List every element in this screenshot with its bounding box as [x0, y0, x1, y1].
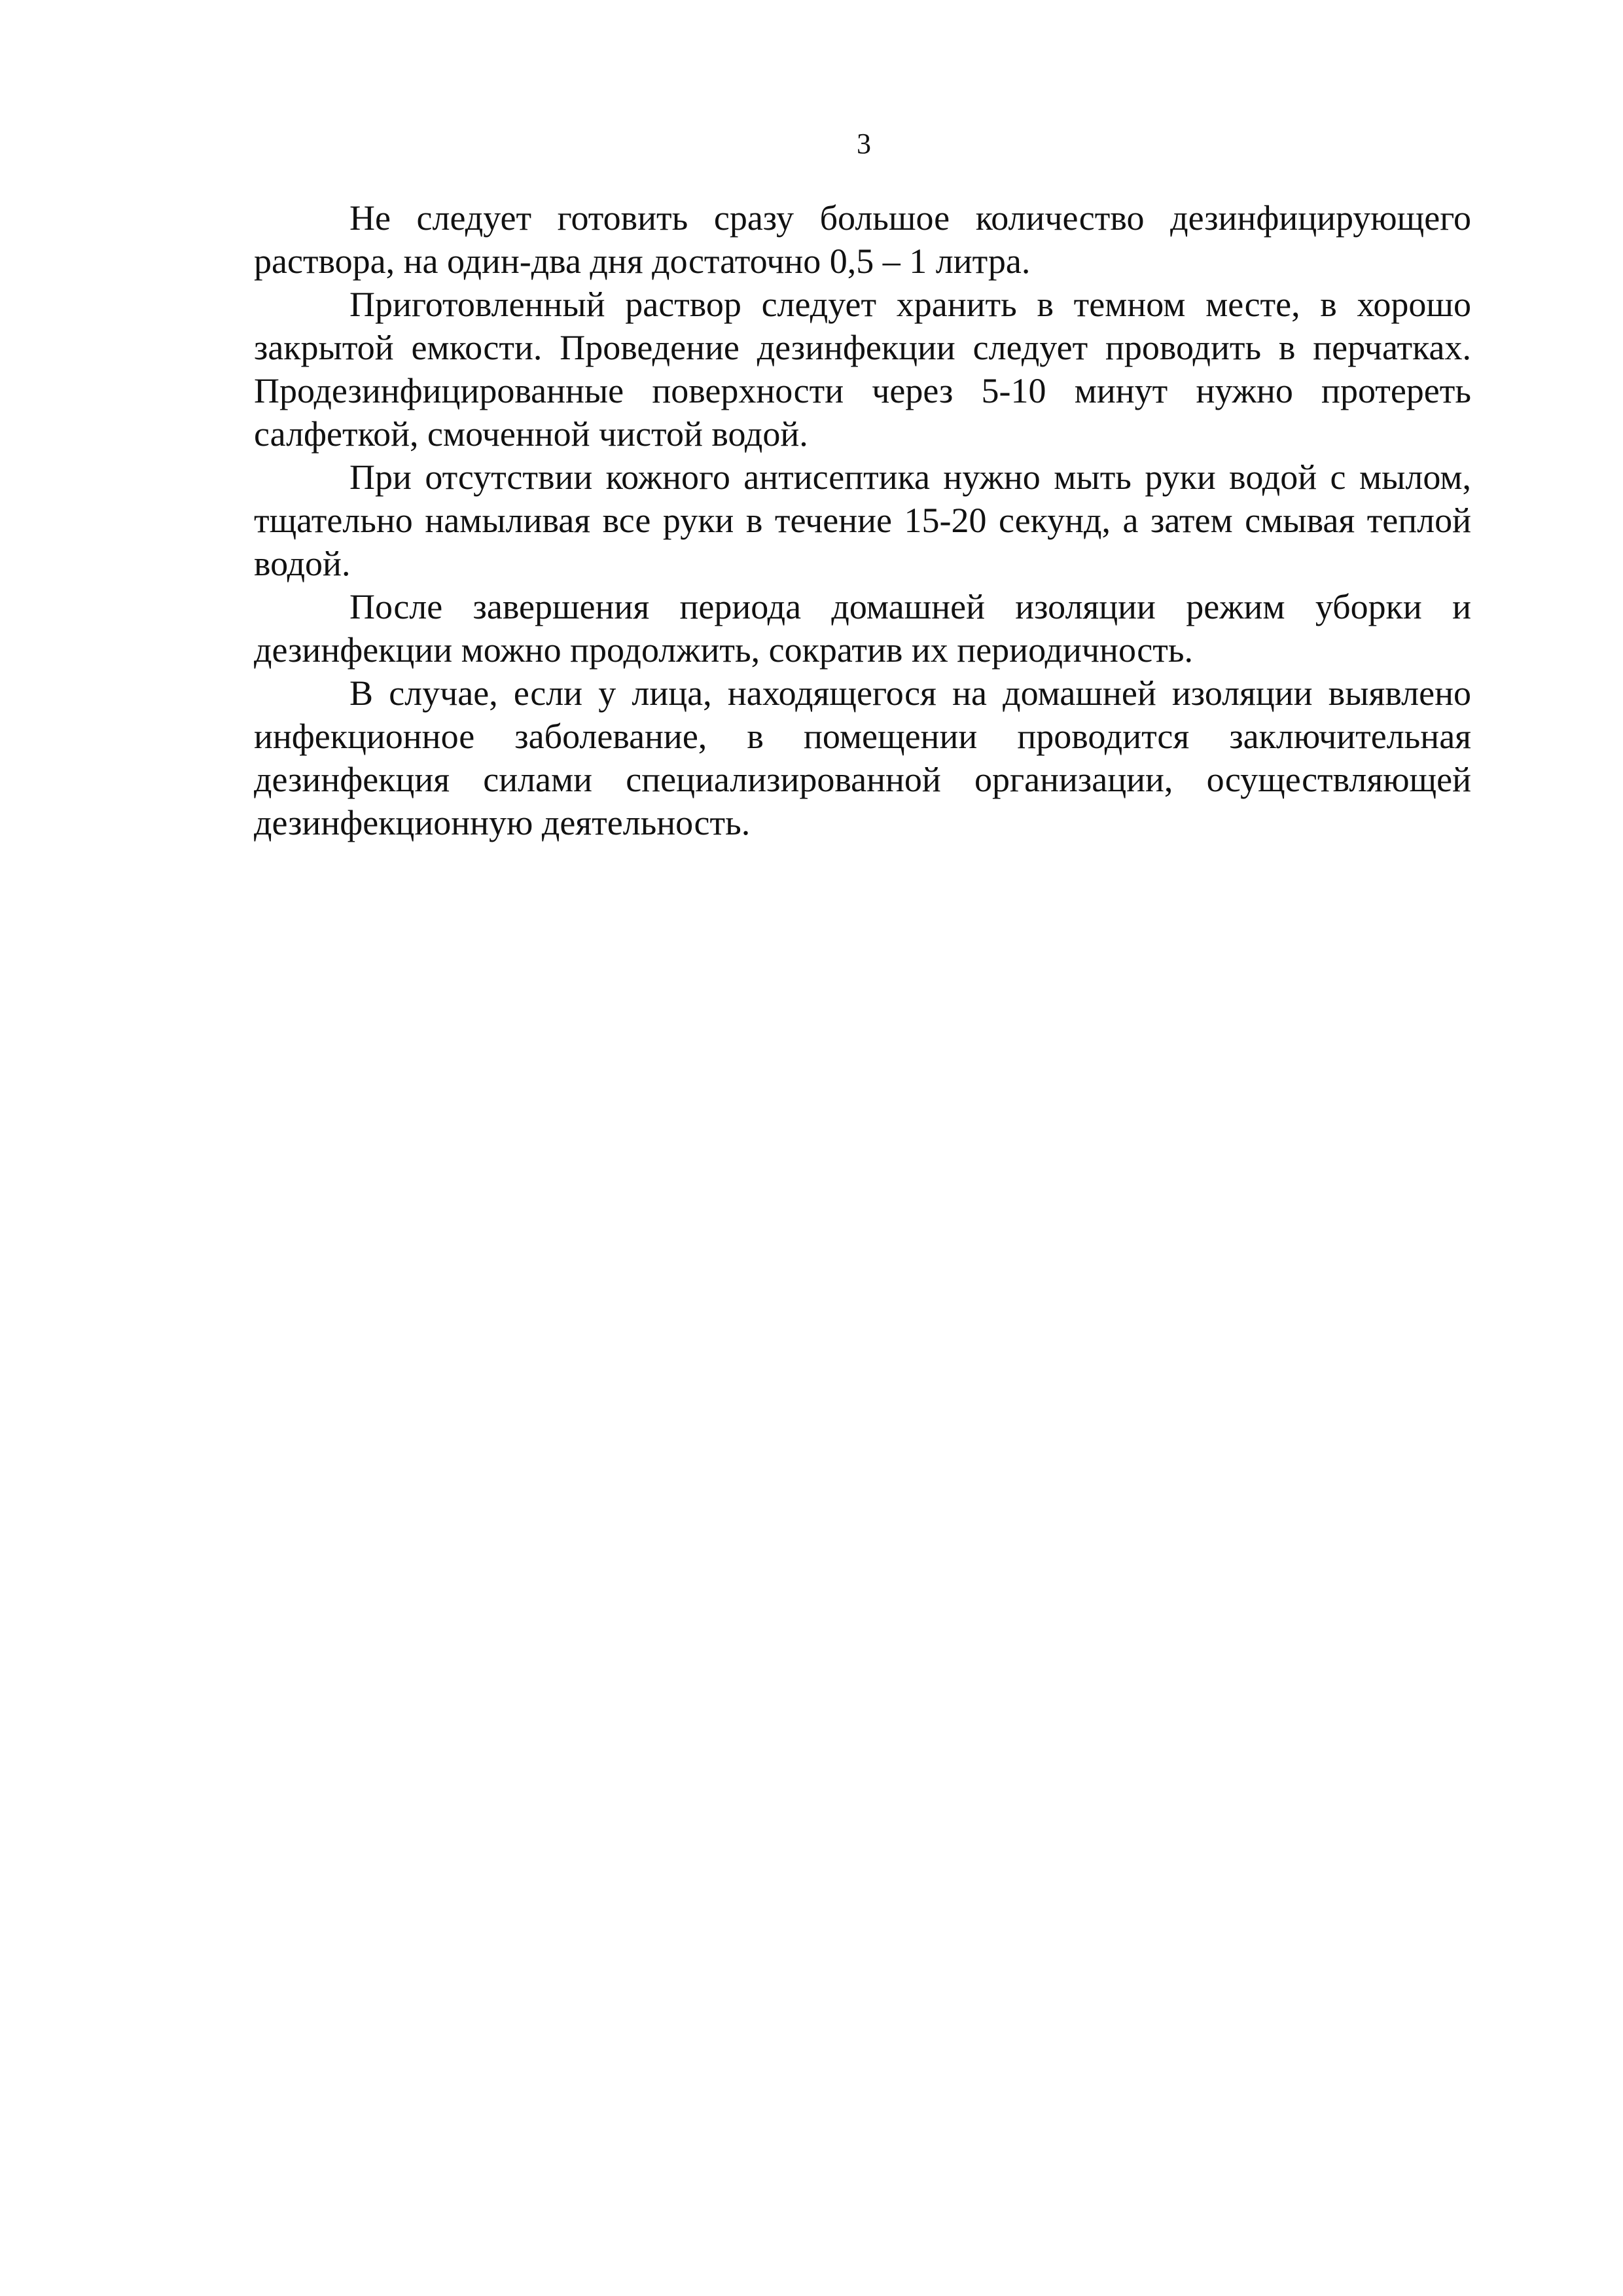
paragraph-solution-quantity: Не следует готовить сразу большое количество дезинфицирующего раствора, на один-два дня достаточно 0,5 – 1 литра.	[254, 198, 1471, 281]
page-number: 3	[857, 128, 871, 160]
document-body	[254, 196, 1471, 844]
paragraph-final-disinfection: В случае, если у лица, находящегося на домашней изоляции выявлено инфекционное заболевание, в помещении проводится заключительная дезинфекция силами специализированной организации, осуществляющей дезинфекционную деятельность.	[254, 673, 1471, 842]
paragraph-solution-storage: Приготовленный раствор следует хранить в темном месте, в хорошо закрытой емкости. Проведение дезинфекции следует проводить в перчатках. Продезинфицированные поверхности через 5-10 минут нужно протереть салфеткой, смоченной чистой водой.	[254, 285, 1471, 454]
paragraph-after-isolation: После завершения периода домашней изоляции режим уборки и дезинфекции можно продолжить, сократив их периодичность.	[254, 587, 1471, 670]
paragraph-hand-washing: При отсутствии кожного антисептика нужно мыть руки водой с мылом, тщательно намыливая все руки в течение 15-20 секунд, а затем смывая теплой водой.	[254, 457, 1471, 583]
